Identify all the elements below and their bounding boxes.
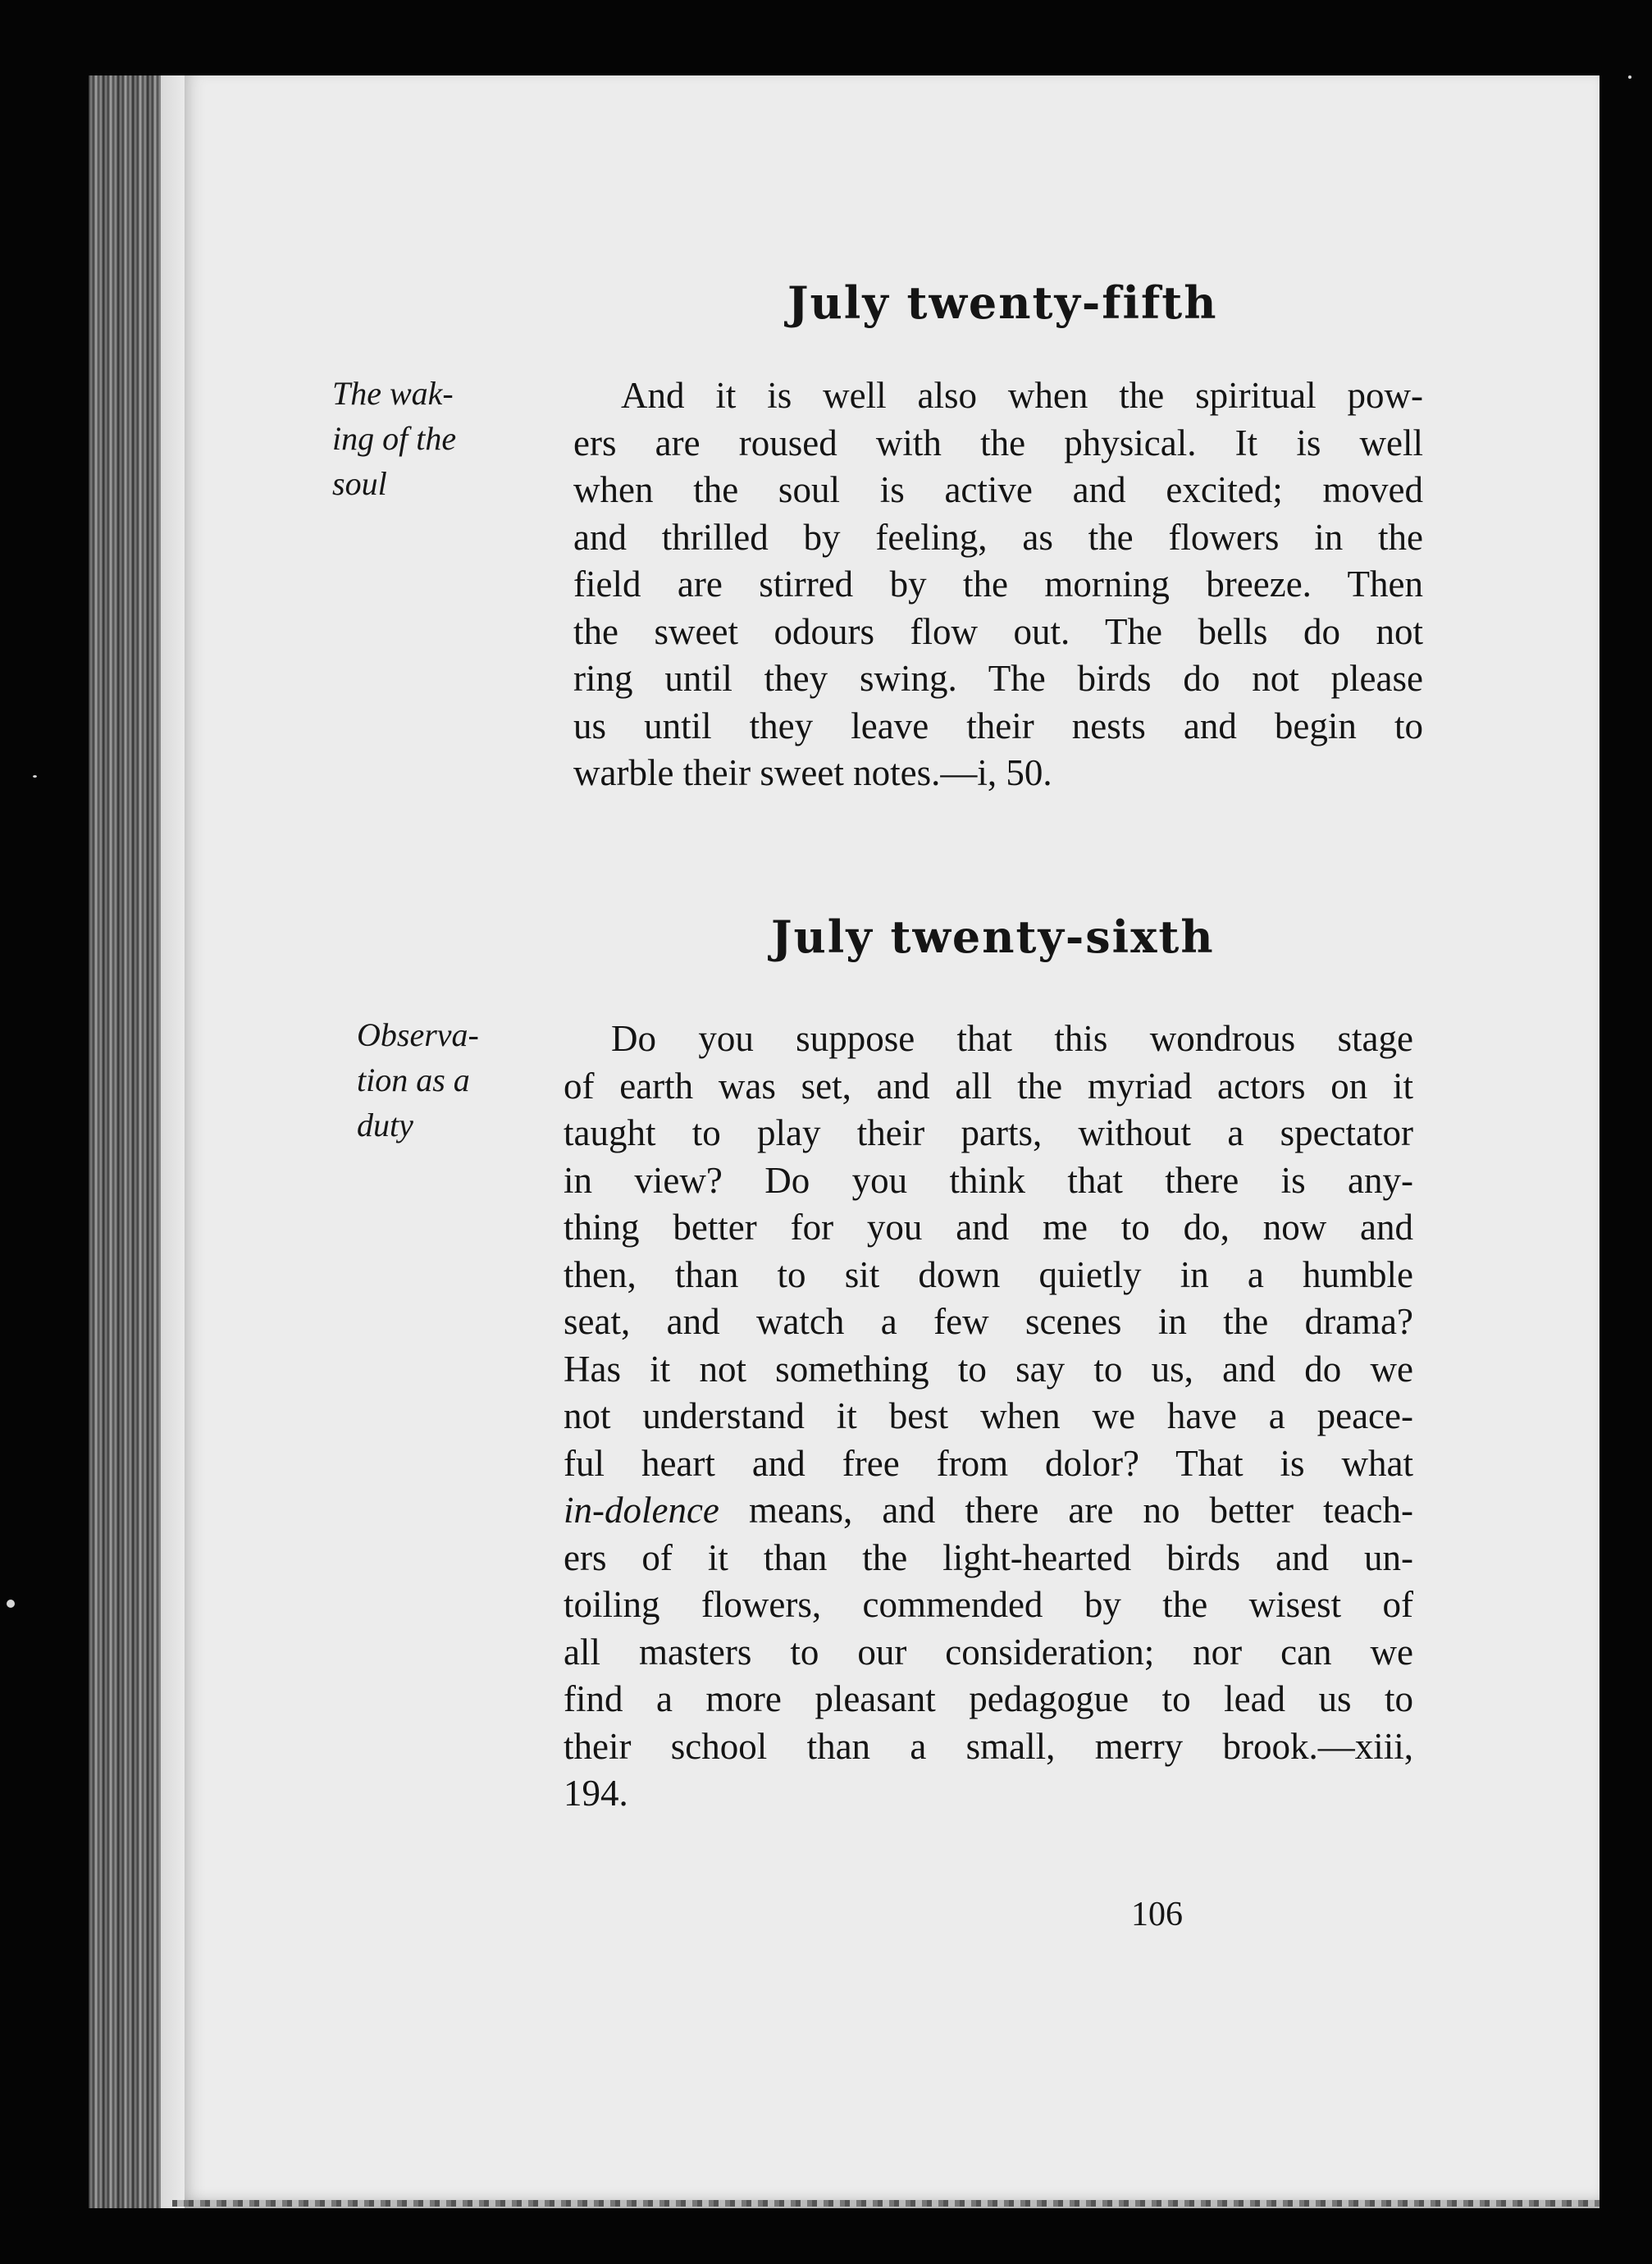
text-line: And it is well also when the spiritual pow-	[621, 375, 1423, 416]
text-line: 194.	[564, 1773, 628, 1814]
margin-note-line: duty	[357, 1107, 413, 1143]
margin-note-observation-as-a-duty	[357, 1012, 479, 1148]
line-remainder: means, and there are no better teach-	[719, 1490, 1413, 1531]
text-line: ers are roused with the physical. It is well	[573, 422, 1423, 463]
scan-speck	[1628, 75, 1631, 79]
scan-speck	[7, 1600, 15, 1608]
text-line: Do you suppose that this wondrous stage	[611, 1018, 1413, 1059]
text-line: find a more pleasant pedagogue to lead us to	[564, 1678, 1413, 1719]
scan-speck	[33, 775, 37, 778]
text-line: warble their sweet notes.—i, 50.	[573, 752, 1052, 793]
text-line: and thrilled by feeling, as the flowers in the	[573, 516, 1423, 558]
text-line: not understand it best when we have a peace-	[564, 1395, 1413, 1436]
text-line: thing better for you and me to do, now and	[564, 1207, 1413, 1248]
entry-heading-july-25: July twenty-fifth	[787, 276, 1218, 329]
text-line: of earth was set, and all the myriad actors on it	[564, 1065, 1413, 1107]
text-line: ring until they swing. The birds do not please	[573, 658, 1423, 699]
text-line: field are stirred by the morning breeze. Then	[573, 564, 1423, 605]
margin-note-line: soul	[332, 465, 387, 502]
text-line: us until they leave their nests and begin to	[573, 705, 1423, 746]
italic-word: in-dolence	[564, 1490, 719, 1531]
page-number: 106	[1131, 1896, 1183, 1933]
text-line: ful heart and free from dolor? That is what	[564, 1442, 1413, 1484]
margin-note-line: The wak-	[332, 375, 454, 412]
entry-heading-july-26: July twenty-sixth	[771, 911, 1215, 963]
text-line: Has it not something to say to us, and do we	[564, 1348, 1413, 1390]
text-line: toiling flowers, commended by the wisest of	[564, 1584, 1413, 1625]
margin-note-line: Observa-	[357, 1016, 479, 1053]
text-line-with-italic	[564, 1487, 1413, 1535]
text-line: ers of it than the light-hearted birds and un-	[564, 1536, 1413, 1578]
text-line: then, than to sit down quietly in a humble	[564, 1253, 1413, 1295]
text-line: all masters to our consideration; nor can we	[564, 1631, 1413, 1673]
entry-text-july-26	[564, 1016, 1413, 1818]
text-line: seat, and watch a few scenes in the drama?	[564, 1301, 1413, 1342]
margin-note-line: tion as a	[357, 1061, 470, 1098]
margin-note-line: ing of the	[332, 420, 457, 457]
text-line: their school than a small, merry brook.—xiii,	[564, 1725, 1413, 1767]
margin-note-waking-of-the-soul	[332, 371, 456, 506]
text-line: the sweet odours flow out. The bells do not	[573, 610, 1423, 652]
text-line: taught to play their parts, without a spectator	[564, 1112, 1413, 1153]
entry-text-july-25	[573, 372, 1423, 797]
text-line: when the soul is active and excited; moved	[573, 469, 1423, 510]
text-line: in view? Do you think that there is any-	[564, 1159, 1413, 1201]
page-bottom-edge	[172, 2200, 1600, 2207]
book-page	[185, 75, 1600, 2208]
